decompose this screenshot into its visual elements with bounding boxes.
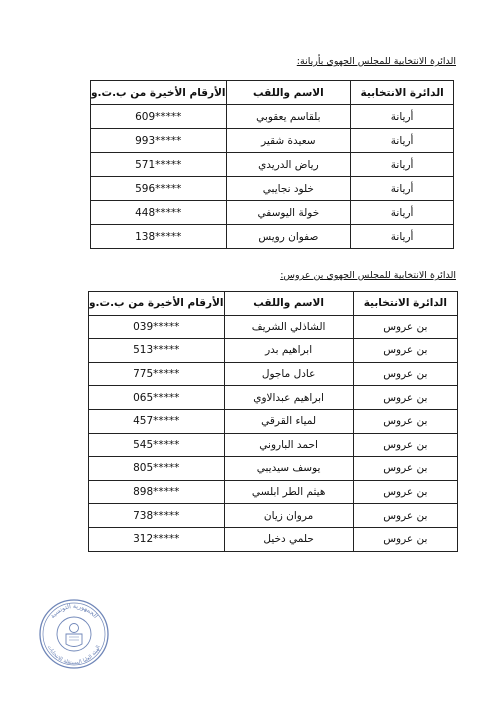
cell-name: مروان زيان bbox=[224, 504, 353, 528]
table-header-row bbox=[89, 292, 458, 316]
cell-id-digits: 138***** bbox=[91, 225, 227, 249]
cell-name: ابراهيم بدر bbox=[224, 339, 353, 363]
cell-id-digits: 898***** bbox=[89, 480, 225, 504]
cell-name: بلقاسم يعقوبي bbox=[226, 105, 351, 129]
cell-id-digits: 738***** bbox=[89, 504, 225, 528]
header-circonscription: الدائرة الانتخابية bbox=[353, 292, 457, 316]
candidates-table-ben-arous bbox=[88, 291, 458, 552]
cell-id-digits: 993***** bbox=[91, 129, 227, 153]
cell-name: عادل ماجول bbox=[224, 362, 353, 386]
cell-id-digits: 609***** bbox=[91, 105, 227, 129]
cell-name: صفوان رويس bbox=[226, 225, 351, 249]
cell-name: يوسف سيديبي bbox=[224, 457, 353, 481]
cell-name: هيثم الطر ابلسي bbox=[224, 480, 353, 504]
cell-id-digits: 596***** bbox=[91, 177, 227, 201]
section-title-ariana: الدائرة الانتخابية للمجلس الجهوي بأريانة: bbox=[296, 56, 456, 67]
cell-name: سعيدة شقير bbox=[226, 129, 351, 153]
header-id-digits: الأرقام الأخيرة من ب.ت.و bbox=[89, 292, 225, 316]
cell-id-digits: 805***** bbox=[89, 457, 225, 481]
cell-circonscription: أريانة bbox=[351, 177, 454, 201]
cell-circonscription: بن عروس bbox=[353, 409, 457, 433]
header-id-digits: الأرقام الأخيرة من ب.ت.و bbox=[91, 81, 227, 105]
cell-name: الشاذلي الشريف bbox=[224, 315, 353, 339]
table-row bbox=[89, 386, 458, 410]
cell-circonscription: أريانة bbox=[351, 225, 454, 249]
cell-circonscription: بن عروس bbox=[353, 386, 457, 410]
cell-circonscription: بن عروس bbox=[353, 527, 457, 551]
candidates-table-ariana bbox=[90, 80, 454, 249]
cell-id-digits: 457***** bbox=[89, 409, 225, 433]
cell-circonscription: بن عروس bbox=[353, 504, 457, 528]
table-row bbox=[89, 480, 458, 504]
table-row bbox=[89, 315, 458, 339]
cell-id-digits: 775***** bbox=[89, 362, 225, 386]
cell-circonscription: أريانة bbox=[351, 201, 454, 225]
cell-name: ابراهيم عبدالاوي bbox=[224, 386, 353, 410]
table-row bbox=[89, 457, 458, 481]
table-row bbox=[91, 201, 454, 225]
cell-name: احمد الباروني bbox=[224, 433, 353, 457]
cell-circonscription: بن عروس bbox=[353, 315, 457, 339]
cell-circonscription: بن عروس bbox=[353, 457, 457, 481]
table-row bbox=[89, 409, 458, 433]
table-row bbox=[91, 129, 454, 153]
table-row bbox=[89, 504, 458, 528]
table-row bbox=[91, 105, 454, 129]
cell-id-digits: 513***** bbox=[89, 339, 225, 363]
cell-circonscription: بن عروس bbox=[353, 433, 457, 457]
cell-id-digits: 545***** bbox=[89, 433, 225, 457]
header-circonscription: الدائرة الانتخابية bbox=[351, 81, 454, 105]
table-row bbox=[91, 153, 454, 177]
table-row bbox=[89, 362, 458, 386]
cell-id-digits: 039***** bbox=[89, 315, 225, 339]
official-seal-stamp bbox=[38, 598, 110, 670]
cell-name: خولة اليوسفي bbox=[226, 201, 351, 225]
seal-inner-text: الهيئة العليا المستقلة للانتخابات bbox=[46, 644, 102, 667]
header-name: الاسم واللقب bbox=[226, 81, 351, 105]
cell-circonscription: أريانة bbox=[351, 105, 454, 129]
cell-circonscription: أريانة bbox=[351, 129, 454, 153]
cell-name: لمياء القرقي bbox=[224, 409, 353, 433]
table-row bbox=[89, 339, 458, 363]
cell-id-digits: 312***** bbox=[89, 527, 225, 551]
cell-id-digits: 448***** bbox=[91, 201, 227, 225]
seal-outer-text: الجمهورية التونسية bbox=[49, 602, 99, 620]
table-header-row bbox=[91, 81, 454, 105]
cell-id-digits: 065***** bbox=[89, 386, 225, 410]
cell-name: حلمي دخيل bbox=[224, 527, 353, 551]
table-row bbox=[89, 527, 458, 551]
cell-id-digits: 571***** bbox=[91, 153, 227, 177]
header-name: الاسم واللقب bbox=[224, 292, 353, 316]
table-row bbox=[91, 225, 454, 249]
table-row bbox=[91, 177, 454, 201]
cell-circonscription: بن عروس bbox=[353, 339, 457, 363]
cell-circonscription: بن عروس bbox=[353, 362, 457, 386]
cell-circonscription: بن عروس bbox=[353, 480, 457, 504]
cell-name: خلود نجايبي bbox=[226, 177, 351, 201]
cell-circonscription: أريانة bbox=[351, 153, 454, 177]
table-row bbox=[89, 433, 458, 457]
cell-name: رياض الدريدي bbox=[226, 153, 351, 177]
section-title-ben-arous: الدائرة الانتخابية للمجلس الجهوي بن عروس: bbox=[280, 270, 456, 281]
